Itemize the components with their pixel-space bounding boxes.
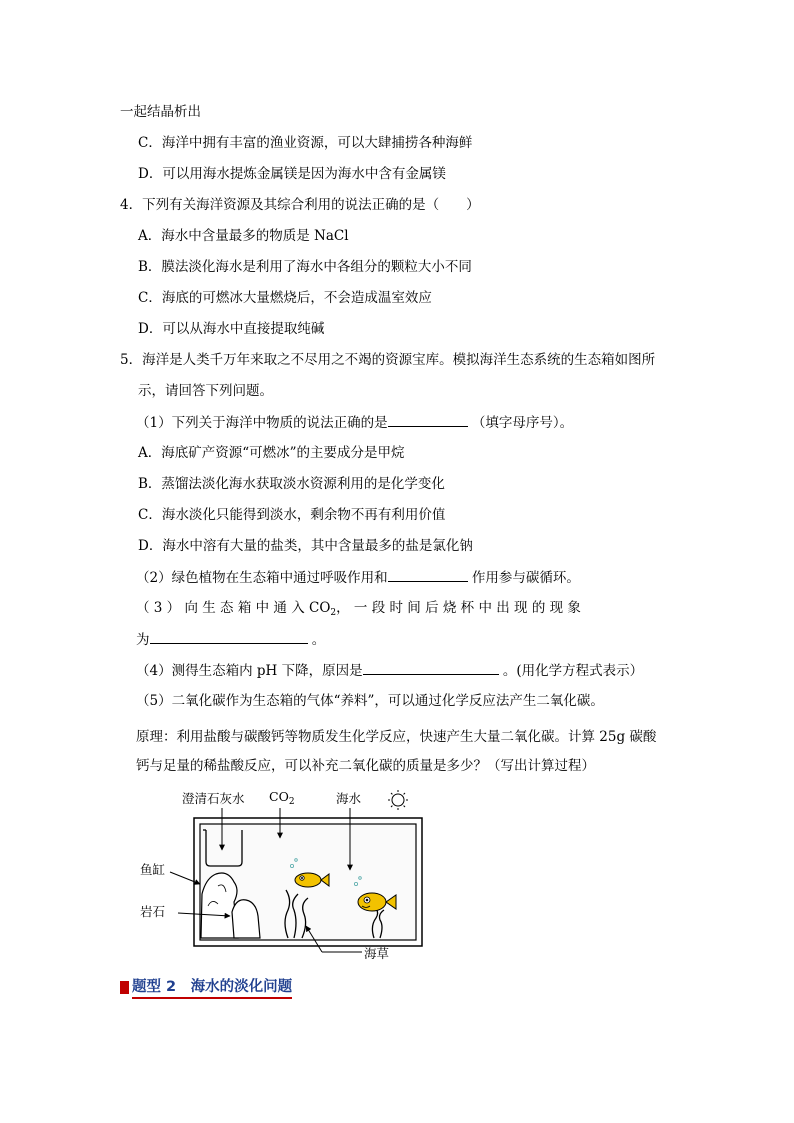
part-3b-pre: 为 — [136, 632, 150, 648]
eco-tank-figure — [138, 786, 438, 968]
label-co2-text: CO — [269, 789, 289, 804]
answer-blank[interactable] — [363, 660, 499, 675]
answer-blank[interactable] — [388, 412, 468, 427]
p1-option-a: A．海底矿产资源“可燃冰”的主要成分是甲烷 — [138, 445, 405, 461]
label-seawater: 海水 — [336, 791, 362, 806]
sun-icon — [388, 790, 408, 810]
text-line: 一起结晶析出 — [120, 104, 201, 120]
q4-option-a: A．海水中含量最多的物质是 NaCl — [138, 228, 349, 244]
eco-tank-diagram — [138, 786, 438, 968]
part-2-post: 作用参与碳循环。 — [471, 570, 580, 586]
part-3-pre: （ 3 ） 向 生 态 箱 中 通 入 CO — [136, 600, 331, 616]
q4-option-c: C．海底的可燃冰大量燃烧后，不会造成温室效应 — [138, 290, 432, 306]
part-1-post: （填字母序号）。 — [471, 415, 574, 431]
part-4-post: 。(用化学方程式表示） — [502, 663, 644, 679]
part-5-principle-cont: 钙与足量的稀盐酸反应，可以补充二氧化碳的质量是多少？（写出计算过程） — [136, 758, 595, 774]
heading-marker — [120, 981, 129, 994]
label-co2 — [269, 789, 295, 807]
arrow-tank — [170, 872, 200, 884]
part-1 — [136, 412, 573, 433]
p1-option-c: C．海水淡化只能得到淡水，剩余物不再有利用价值 — [138, 507, 446, 523]
q4-option-d: D．可以从海水中直接提取纯碱 — [138, 321, 325, 337]
subscript: 2 — [330, 608, 337, 618]
option-d: D．可以用海水提炼金属镁是因为海水中含有金属镁 — [138, 166, 446, 182]
rock-left — [201, 873, 238, 938]
part-4 — [136, 660, 643, 681]
part-2 — [136, 567, 580, 588]
part-3b-post: 。 — [311, 632, 326, 648]
label-co2-sub: 2 — [288, 797, 295, 807]
part-2-pre: （2）绿色植物在生态箱中通过呼吸作用和 — [136, 570, 388, 586]
section-heading — [120, 976, 292, 998]
question-5-cont: 示，请回答下列问题。 — [138, 383, 273, 399]
p1-option-d: D．海水中溶有大量的盐类，其中含量最多的盐是氯化钠 — [138, 538, 473, 554]
part-4-pre: （4）测得生态箱内 pH 下降，原因是 — [136, 663, 363, 679]
section-heading-text: 题型 2 海水的淡化问题 — [132, 975, 292, 999]
answer-blank[interactable] — [150, 629, 308, 644]
label-tank: 鱼缸 — [140, 862, 166, 877]
part-3 — [136, 598, 674, 623]
option-c: C．海洋中拥有丰富的渔业资源，可以大肆捕捞各种海鲜 — [138, 135, 473, 151]
part-3-cont — [136, 629, 325, 650]
part-1-pre: （1）下列关于海洋中物质的说法正确的是 — [136, 415, 388, 431]
question-4: 4．下列有关海洋资源及其综合利用的说法正确的是（ ） — [120, 197, 480, 213]
label-rock: 岩石 — [140, 904, 166, 919]
question-5: 5．海洋是人类千万年来取之不尽用之不竭的资源宝库。模拟海洋生态系统的生态箱如图所 — [120, 352, 656, 368]
label-seaweed: 海草 — [364, 946, 390, 961]
answer-blank[interactable] — [388, 567, 468, 582]
label-lime-water: 澄清石灰水 — [182, 791, 245, 806]
q4-option-b: B．膜法淡化海水是利用了海水中各组分的颗粒大小不同 — [138, 259, 472, 275]
part-5: （5）二氧化碳作为生态箱的气体“养料”，可以通过化学反应法产生二氧化碳。 — [136, 693, 604, 709]
p1-option-b: B．蒸馏法淡化海水获取淡水资源利用的是化学变化 — [138, 476, 445, 492]
part-3-post: ， 一 段 时 间 后 烧 杯 中 出 现 的 现 象 — [336, 600, 581, 616]
part-5-principle: 原理：利用盐酸与碳酸钙等物质发生化学反应，快速产生大量二氧化碳。计算 25g 碳酸 — [136, 729, 657, 745]
